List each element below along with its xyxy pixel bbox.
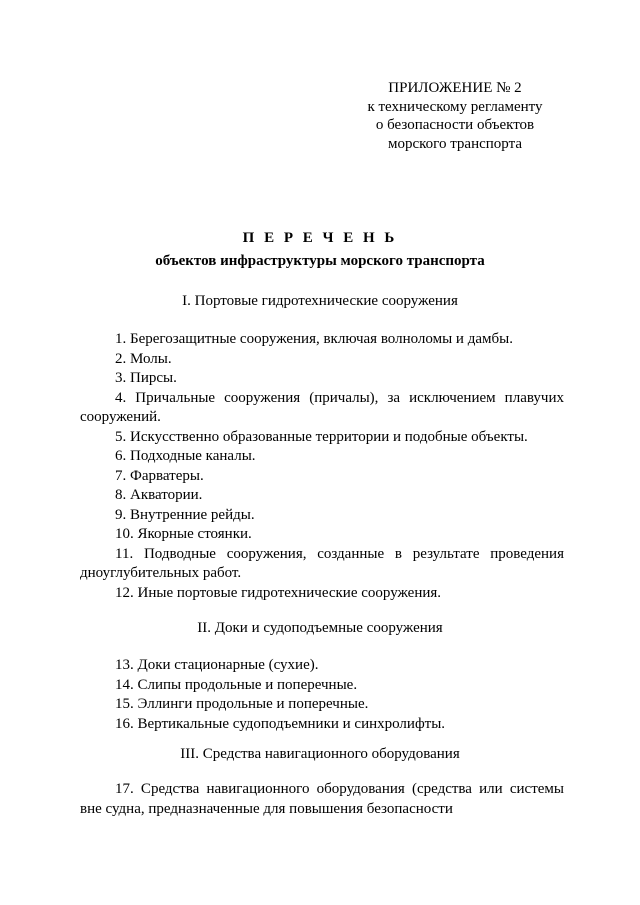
list-item: 16. Вертикальные судоподъемники и синхролифты. <box>115 715 446 732</box>
list-item: 4. Причальные сооружения (причалы), за исключением плавучих сооружений. <box>80 389 564 425</box>
annex-subject-continued: морского транспорта <box>387 135 522 152</box>
annex-header <box>335 79 575 153</box>
section-heading-1: I. Портовые гидротехнические сооружения <box>182 293 458 309</box>
list-item: 3. Пирсы. <box>115 370 177 386</box>
document-subtitle: объектов инфраструктуры морского транспорта <box>155 253 485 269</box>
section-3-items <box>80 780 564 819</box>
list-item: 1. Берегозащитные сооружения, включая волноломы и дамбы. <box>115 331 513 347</box>
list-item: 6. Подходные каналы. <box>115 448 256 464</box>
annex-subject: о безопасности объектов <box>375 117 535 133</box>
list-item: 10. Якорные стоянки. <box>115 526 252 542</box>
section-2-items <box>80 656 564 734</box>
list-item: 13. Доки стационарные (сухие). <box>115 657 319 673</box>
list-item: 9. Внутренние рейды. <box>115 506 255 523</box>
section-heading-3: III. Средства навигационного оборудования <box>180 746 460 762</box>
annex-number: ПРИЛОЖЕНИЕ № 2 <box>388 80 522 96</box>
section-heading-2: II. Доки и судоподъемные сооружения <box>197 620 443 636</box>
list-item: 12. Иные портовые гидротехнические сооружения. <box>115 584 442 601</box>
list-item: 14. Слипы продольные и поперечные. <box>115 676 358 693</box>
document-title: П Е Р Е Ч Е Н Ь <box>242 230 398 246</box>
list-item: 5. Искусственно образованные территории и подобные объекты. <box>115 428 528 445</box>
annex-reference: к техническому регламенту <box>367 98 543 115</box>
list-item: 7. Фарватеры. <box>115 467 204 484</box>
section-1-items <box>80 330 564 603</box>
list-item: 17. Средства навигационного оборудования (средства или системы вне судна, предназначенные для повышения безопасности <box>80 781 564 817</box>
list-item: 8. Акватории. <box>115 487 203 503</box>
list-item: 2. Молы. <box>115 350 172 367</box>
list-item: 15. Эллинги продольные и поперечные. <box>115 696 369 712</box>
list-item: 11. Подводные сооружения, созданные в результате проведения дноуглубительных работ. <box>80 545 564 581</box>
